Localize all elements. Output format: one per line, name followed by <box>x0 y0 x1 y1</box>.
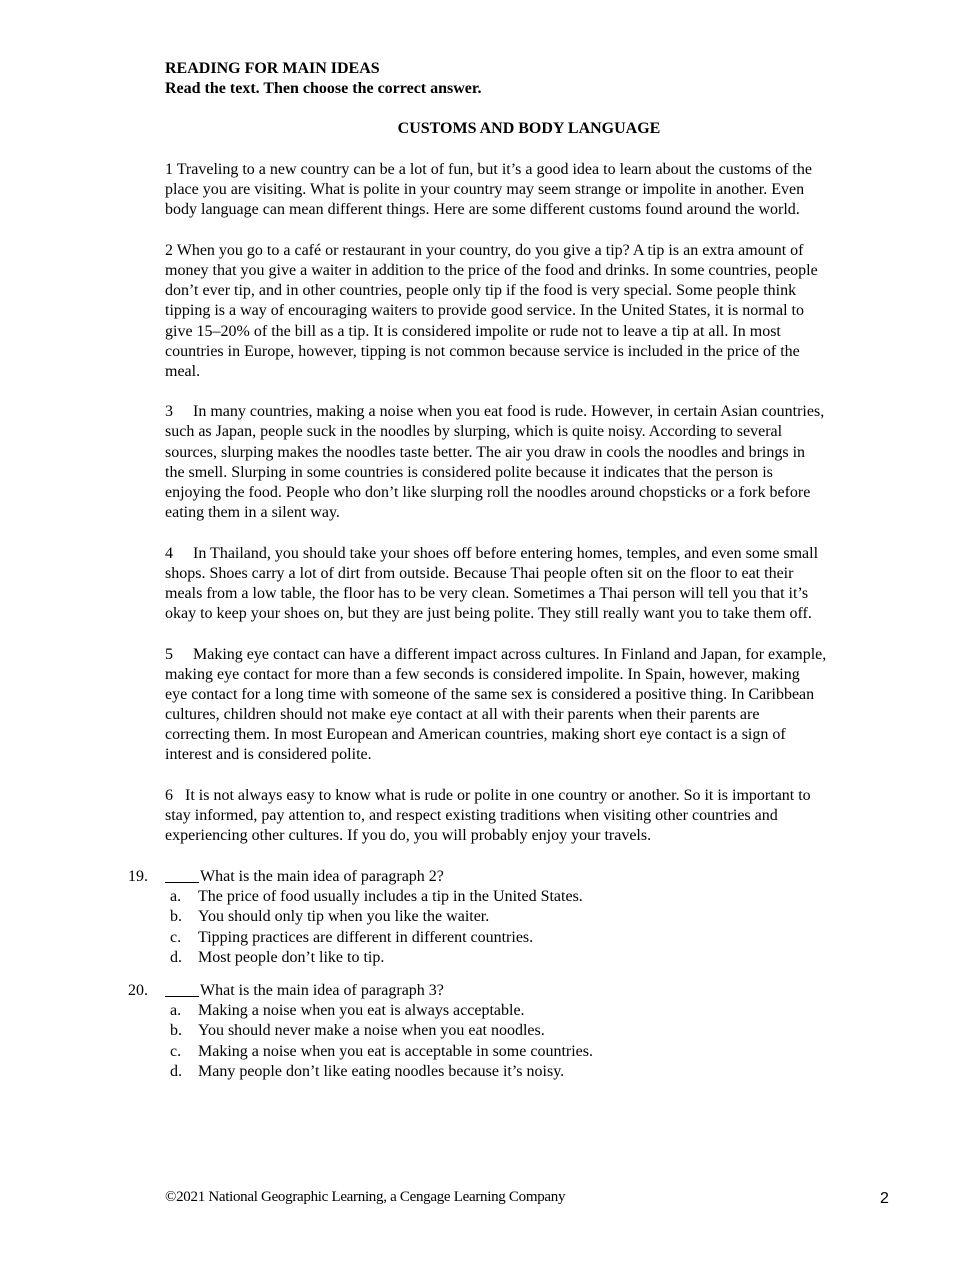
paragraph-line: 6 It is not always easy to know what is rude or polite in one country or another. So it is important to <box>165 786 811 804</box>
choice-text: Many people don’t like eating noodles because it’s noisy. <box>198 1062 565 1080</box>
paragraph-line: 5 Making eye contact can have a different impact across cultures. In Finland and Japan, for example, <box>165 645 827 663</box>
paragraph-line: meal. <box>165 362 201 380</box>
paragraph-line: don’t ever tip, and in other countries, people only tip if the food is very special. Some people think <box>165 282 797 300</box>
choice-text: Making a noise when you eat is acceptable in some countries. <box>198 1042 593 1060</box>
instruction-text: Read the text. Then choose the correct answer. <box>165 80 482 98</box>
paragraph-line: enjoying the food. People who don’t like slurping roll the noodles around chopsticks or a fork before <box>165 484 811 501</box>
paragraph-6 <box>165 786 905 847</box>
paragraph-line: sources, slurping makes the noodles taste better. The air you draw in cools the noodles and brings in <box>165 443 806 461</box>
paragraph-line: okay to keep your shoes on, but they are just being polite. They still really want you to take them off. <box>165 605 812 623</box>
choice-text: You should only tip when you like the waiter. <box>198 908 490 926</box>
paragraph-4 <box>165 544 905 625</box>
answer-blank[interactable] <box>165 867 199 883</box>
answer-choice <box>128 1042 908 1062</box>
question-text: What is the main idea of paragraph 2? <box>200 868 444 885</box>
article-title: CUSTOMS AND BODY LANGUAGE <box>397 120 661 137</box>
paragraph-line: 1 Traveling to a new country can be a lot of fun, but it’s a good idea to learn about the customs of the <box>165 161 812 178</box>
choice-letter: b. <box>170 1022 182 1040</box>
answer-choice <box>128 928 908 948</box>
paragraph-line: place you are visiting. What is polite in your country may seem strange or impolite in another. Even <box>165 181 805 199</box>
choice-text: Making a noise when you eat is always acceptable. <box>198 1002 525 1020</box>
question-19 <box>128 867 908 968</box>
paragraph-line: eating them in a silent way. <box>165 504 340 522</box>
paragraph-line: 2 When you go to a café or restaurant in your country, do you give a tip? A tip is an extra amount of <box>165 241 804 259</box>
paragraph-line: tipping is a way of encouraging waiters to provide good service. In the United States, it is normal to <box>165 302 804 320</box>
answer-choice <box>128 1001 908 1021</box>
section-header <box>165 59 482 99</box>
choice-text: The price of food usually includes a tip in the United States. <box>198 888 583 906</box>
paragraph-line: countries in Europe, however, tipping is not common because service is included in the price of the <box>165 342 800 360</box>
choice-text: Most people don’t like to tip. <box>198 948 385 966</box>
answer-choice <box>128 887 908 907</box>
choice-letter: a. <box>170 1002 182 1020</box>
paragraph-line: money that you give a waiter in addition to the price of the food and drinks. In some countries, people <box>165 261 818 279</box>
paragraph-line: the smell. Slurping in some countries is considered polite because it indicates that the person is <box>165 463 773 481</box>
answer-choice <box>128 1021 908 1041</box>
answer-choice <box>128 948 908 968</box>
paragraph-1 <box>165 160 905 221</box>
answer-choice <box>128 907 908 927</box>
paragraph-line: interest and is considered polite. <box>165 746 372 764</box>
choice-letter: c. <box>170 928 182 946</box>
section-heading: READING FOR MAIN IDEAS <box>165 60 380 77</box>
choice-letter: b. <box>170 908 182 926</box>
question-number: 20. <box>128 982 148 999</box>
choice-letter: c. <box>170 1042 182 1060</box>
paragraph-line: 4 In Thailand, you should take your shoes off before entering homes, temples, and even some small <box>165 544 819 562</box>
copyright-footer: ©2021 National Geographic Learning, a Cengage Learning Company <box>165 1189 566 1205</box>
paragraph-line: correcting them. In most European and American countries, making short eye contact is a sign of <box>165 726 786 744</box>
question-text: What is the main idea of paragraph 3? <box>200 982 444 999</box>
paragraph-line: give 15–20% of the bill as a tip. It is considered impolite or rude not to leave a tip at all. In most <box>165 322 781 340</box>
paragraph-line: eye contact for a long time with someone of the same sex is considered a positive thing. In Caribbean <box>165 685 815 703</box>
question-number: 19. <box>128 868 148 885</box>
question-20 <box>128 981 908 1082</box>
choice-letter: d. <box>170 1062 182 1080</box>
paragraph-line: cultures, children should not make eye contact at all with their parents when their parents are <box>165 706 760 724</box>
choice-letter: d. <box>170 948 182 966</box>
paragraph-line: 3 In many countries, making a noise when you eat food is rude. However, in certain Asian countries, <box>165 403 825 421</box>
paragraph-line: shops. Shoes carry a lot of dirt from outside. Because Thai people often sit on the floor to eat their <box>165 564 794 582</box>
article-body <box>165 160 905 867</box>
page-number: 2 <box>880 1190 889 1207</box>
answer-choice <box>128 1062 908 1082</box>
paragraph-line: such as Japan, people suck in the noodles by slurping, which is quite noisy. According to several <box>165 423 783 441</box>
paragraph-2 <box>165 241 905 382</box>
choice-text: You should never make a noise when you eat noodles. <box>198 1022 545 1040</box>
answer-blank[interactable] <box>165 981 199 997</box>
choice-letter: a. <box>170 888 182 906</box>
paragraph-5 <box>165 645 905 766</box>
paragraph-line: meals from a low table, the floor has to be very clean. Sometimes a Thai person will tell you that it’s <box>165 584 809 602</box>
paragraph-line: experiencing other cultures. If you do, you will probably enjoy your travels. <box>165 827 652 845</box>
paragraph-line: making eye contact for more than a few seconds is considered impolite. In Spain, however, making <box>165 665 800 683</box>
choice-text: Tipping practices are different in different countries. <box>198 928 534 946</box>
paragraph-3 <box>165 402 905 523</box>
paragraph-line: body language can mean different things. Here are some different customs found around the world. <box>165 201 800 219</box>
paragraph-line: stay informed, pay attention to, and respect existing traditions when visiting other countries and <box>165 807 778 824</box>
